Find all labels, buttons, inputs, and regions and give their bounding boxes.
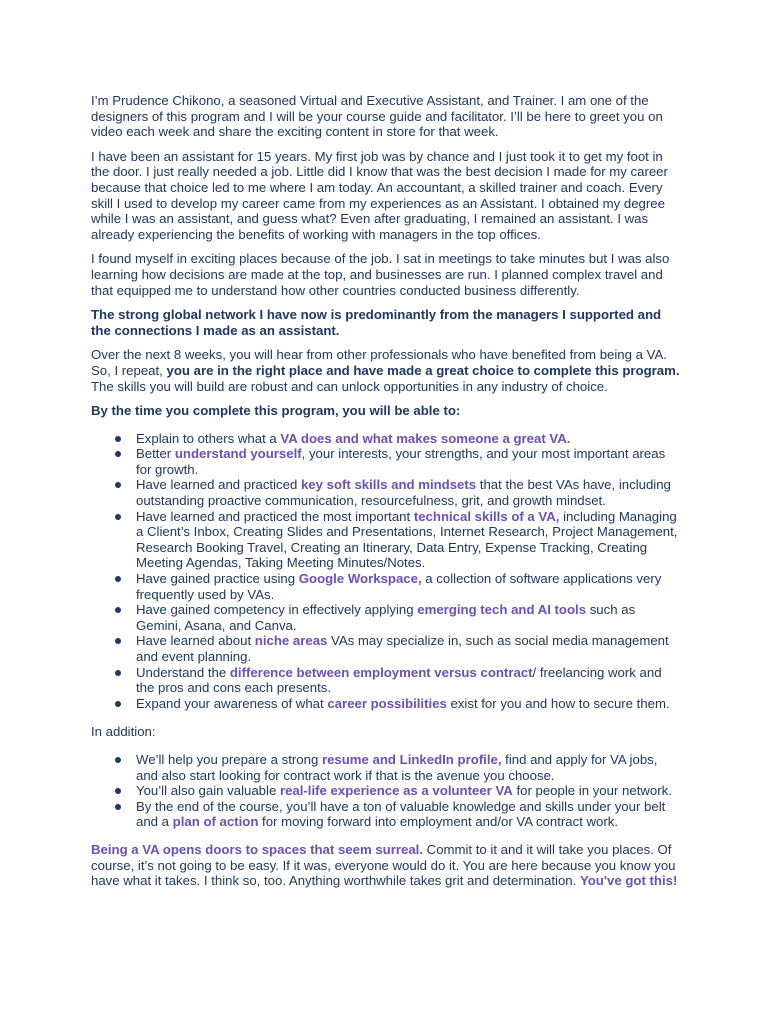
list-item xyxy=(91,752,683,783)
item-text: Explain to others what a xyxy=(136,430,281,446)
list-item xyxy=(91,696,683,712)
item-highlight: resume and LinkedIn profile, xyxy=(321,751,502,767)
closing-highlight: Being a VA opens doors to spaces that seem surreal. xyxy=(91,841,423,857)
item-text: for people in your network. xyxy=(512,783,672,799)
item-highlight: Google Workspace, xyxy=(298,571,422,587)
item-text: Better xyxy=(136,446,175,462)
list-item xyxy=(91,431,683,447)
item-highlight: understand yourself xyxy=(174,446,302,462)
weeks-text-c: The skills you will build are robust and can unlock opportunities in any industry of choice. xyxy=(91,378,608,394)
item-text: Have learned and practiced xyxy=(136,477,301,493)
list-item xyxy=(91,783,683,799)
item-text: Expand your awareness of what xyxy=(136,695,328,711)
item-text: You’ll also gain valuable xyxy=(136,783,280,799)
weeks-paragraph xyxy=(91,347,683,394)
list-item xyxy=(91,799,683,830)
list-item xyxy=(91,602,683,633)
item-text: find and apply for VA jobs, and also start looking for contract work if that is the avenue you choose. xyxy=(136,751,658,783)
item-highlight: VA does and what makes someone a great VA. xyxy=(280,430,571,446)
list-item xyxy=(91,446,683,477)
intro-paragraph: I’m Prudence Chikono, a seasoned Virtual and Executive Assistant, and Trainer. I am one of the designers of this program and I will be your course guide and facilitator. I’ll be here to greet you on video each week and share the exciting content in store for that week. xyxy=(91,93,663,140)
item-text: a collection of software applications very frequently used by VAs. xyxy=(136,571,662,602)
weeks-emphasis: you are in the right place and have made a great choice to complete this program. xyxy=(166,362,680,378)
closing-paragraph xyxy=(91,842,683,889)
item-highlight: difference between employment versus contract xyxy=(229,664,533,680)
outcomes-heading: By the time you complete this program, you will be able to: xyxy=(91,403,461,419)
outcomes-list xyxy=(91,431,683,712)
item-text: including Managing a Client’s Inbox, Creating Slides and Presentations, Internet Research, Project Management, Research Booking Travel, Creating an Itinerary, Data Entry, Expense Tracking, Creating Meeting Agendas, Taking Meeting Minutes/Notes. xyxy=(136,508,678,571)
closing-signoff: You've got this! xyxy=(579,873,678,889)
item-text: Have learned and practiced the most important xyxy=(136,508,414,524)
item-text: exist for you and how to secure them. xyxy=(446,695,670,711)
item-highlight: career possibilities xyxy=(327,695,447,711)
item-highlight: plan of action xyxy=(172,814,259,830)
places-paragraph: I found myself in exciting places because of the job. I sat in meetings to take minutes but I was also learning how decisions are made at the top, and businesses are run. I planned complex travel and that equipped me to understand how other countries conducted business differently. xyxy=(91,251,670,298)
addition-heading: In addition: xyxy=(91,724,156,740)
list-item xyxy=(91,633,683,664)
item-text: such as Gemini, Asana, and Canva. xyxy=(136,602,636,633)
item-text: Understand the xyxy=(136,664,230,680)
item-text: that the best VAs have, including outstanding proactive communication, resourcefulness, grit, and growth mindset. xyxy=(136,477,671,509)
history-paragraph: I have been an assistant for 15 years. My first job was by chance and I just took it to get my foot in the door. I just really needed a job. Little did I know that was the best decision I made for my career because that choice led to me where I am today. An accountant, a skilled trainer and coach. Every skill I used to develop my career came from my experiences as an Assistant. I obtained my degree while I was an assistant, and guess what? Even after graduating, I remained an assistant. I was already experiencing the benefits of working with managers in the top offices. xyxy=(91,148,668,242)
item-highlight: emerging tech and AI tools xyxy=(417,602,587,618)
weeks-text-a: Over the next 8 weeks, you will hear from other professionals who have benefited from being a VA. So, I repeat, xyxy=(91,347,667,378)
item-text: Have learned about xyxy=(136,633,255,649)
item-highlight: niche areas xyxy=(254,633,328,649)
item-text: VAs may specialize in, such as social media management and event planning. xyxy=(136,633,669,664)
item-text: Have gained competency in effectively applying xyxy=(136,602,418,618)
network-paragraph: The strong global network I have now is predominantly from the managers I supported and the connections I made as an assistant. xyxy=(91,307,662,338)
closing-text: Commit to it and it will take you places. Of course, it’s not going to be easy. If it was, everyone would do it. You are here because you know you have what it takes. I think so, too. Anything worthwhile takes grit and determination. xyxy=(91,841,676,889)
list-item xyxy=(91,665,683,696)
list-item xyxy=(91,509,683,571)
list-item xyxy=(91,571,683,602)
item-highlight: key soft skills and mindsets xyxy=(300,477,477,493)
item-highlight: technical skills of a VA, xyxy=(413,508,560,524)
document-body xyxy=(91,93,683,898)
item-text: / freelancing work and the pros and cons each presents. xyxy=(136,664,662,696)
item-highlight: real-life experience as a volunteer VA xyxy=(279,783,513,799)
item-text: We’ll help you prepare a strong xyxy=(136,751,322,767)
list-item xyxy=(91,477,683,508)
addition-list xyxy=(91,752,683,830)
item-text: Have gained practice using xyxy=(136,571,299,587)
item-text: for moving forward into employment and/or VA contract work. xyxy=(258,814,619,830)
item-text: , your interests, your strengths, and your most important areas for growth. xyxy=(136,446,666,477)
item-text: By the end of the course, you’ll have a ton of valuable knowledge and skills under your belt and a xyxy=(136,798,666,830)
